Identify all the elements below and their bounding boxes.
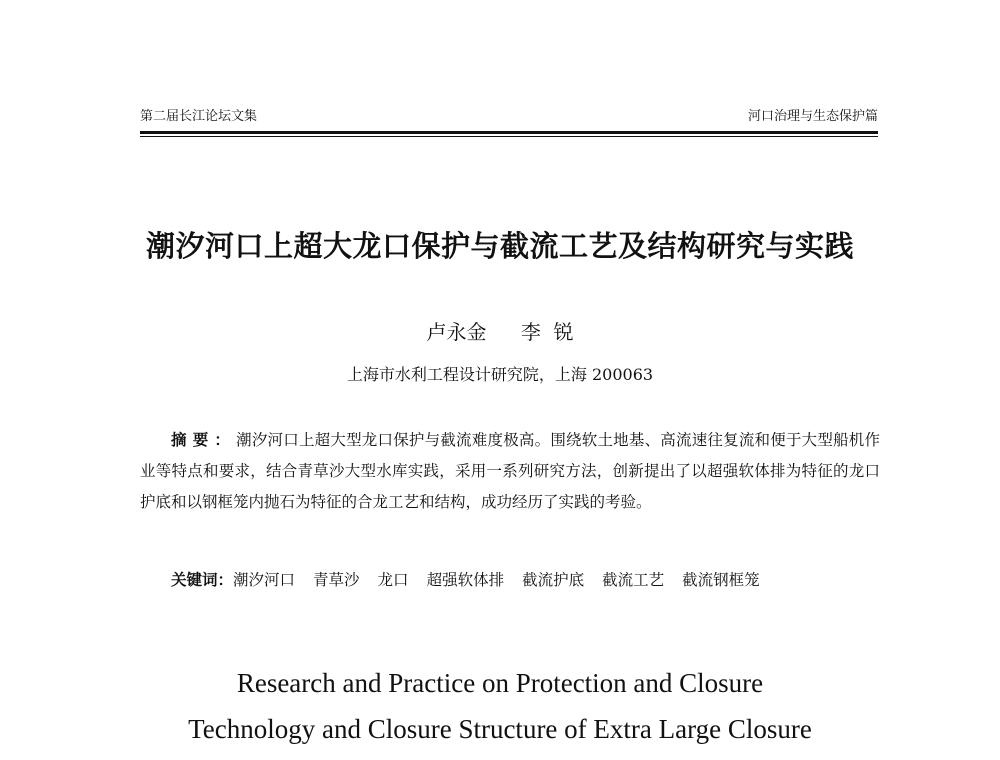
keyword: 截流钢框笼 bbox=[682, 571, 760, 589]
keyword: 潮汐河口 bbox=[233, 571, 296, 589]
keyword: 截流工艺 bbox=[602, 571, 665, 589]
header-rule-thin bbox=[140, 136, 878, 137]
keyword: 截流护底 bbox=[522, 571, 585, 589]
keywords-line bbox=[140, 567, 880, 593]
paper-title-chinese: 潮汐河口上超大龙口保护与截流工艺及结构研究与实践 bbox=[145, 229, 854, 263]
abstract-paragraph bbox=[140, 424, 880, 518]
title-en-line-1: Research and Practice on Protection and Closure bbox=[236, 668, 764, 698]
author-name: 李 锐 bbox=[520, 320, 574, 344]
running-header bbox=[140, 108, 878, 126]
keyword: 超强软体排 bbox=[426, 571, 505, 589]
keywords-label: 关键词： bbox=[171, 570, 234, 589]
paper-title-english bbox=[0, 660, 1000, 752]
title-en-line-2: Technology and Closure Structure of Extra Large Closure bbox=[188, 714, 812, 744]
author-affiliation: 上海市水利工程设计研究院，上海 200063 bbox=[346, 365, 654, 384]
header-rule bbox=[140, 131, 878, 134]
header-left: 第二届长江论坛文集 bbox=[140, 109, 258, 124]
header-right: 河口治理与生态保护篇 bbox=[747, 109, 878, 124]
keyword: 龙口 bbox=[377, 571, 409, 589]
author-list bbox=[0, 316, 1000, 345]
keyword: 青草沙 bbox=[313, 571, 360, 589]
author-name: 卢永金 bbox=[426, 320, 487, 344]
abstract-label: 摘要： bbox=[171, 430, 237, 449]
abstract-text: 潮汐河口上超大型龙口保护与截流难度极高。围绕软土地基、高流速往复流和便于大型船机作业等特点和要求，结合青草沙大型水库实践，采用一系列研究方法，创新提出了以超强软体排为特征的龙口护底和以钢框笼内抛石为特征的合龙工艺和结构，成功经历了实践的考验。 bbox=[140, 431, 880, 511]
